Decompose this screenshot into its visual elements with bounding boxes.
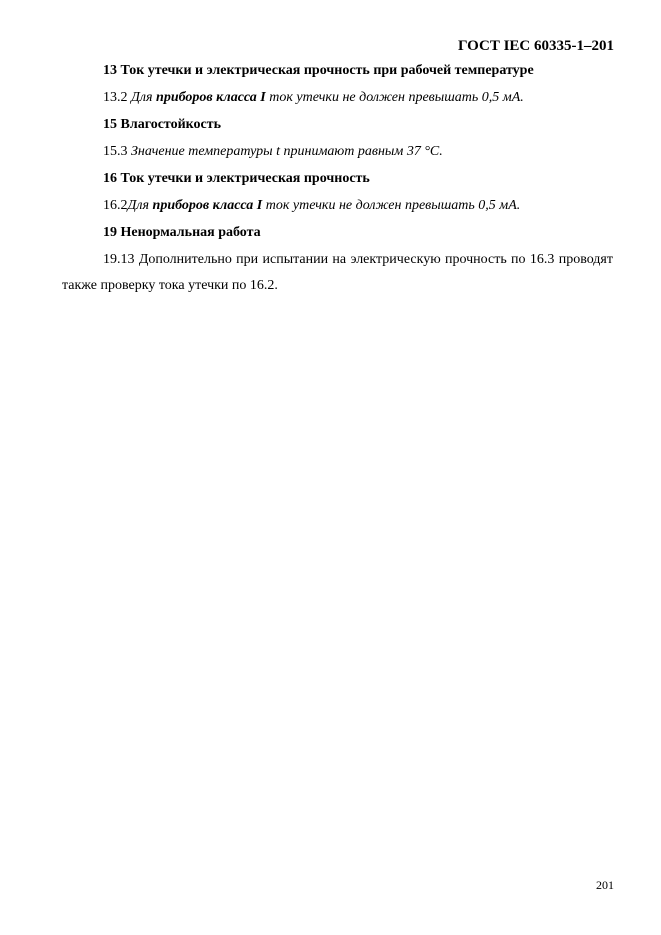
clause-text-post: ток утечки не должен превышать 0,5 мА. <box>262 198 521 213</box>
clause-text-pre: Для <box>127 198 153 213</box>
clause-15-3 <box>62 143 613 161</box>
clause-text-post: ток утечки не должен превышать 0,5 мА. <box>265 90 524 105</box>
section-heading-16: 16 Ток утечки и электрическая прочность <box>103 171 370 186</box>
clause-text: Значение температуры t принимают равным 37 °С. <box>127 144 443 159</box>
clause-number: 16.2 <box>103 198 128 213</box>
clause-number: 15.3 <box>103 144 128 159</box>
clause-number: 13.2 <box>103 90 128 105</box>
document-body <box>62 62 613 308</box>
clause-text-emphasis: приборов класса I <box>152 198 263 213</box>
document-code-header: ГОСТ IEC 60335-1–201 <box>457 38 614 54</box>
clause-13-2 <box>62 89 613 107</box>
clause-19-13: 19.13 Дополнительно при испытании на электрическую прочность по 16.3 проводят также проверку тока утечки по 16.2. <box>62 252 613 293</box>
clause-16-2 <box>62 197 613 215</box>
section-heading-13: 13 Ток утечки и электрическая прочность при рабочей температуре <box>103 63 534 78</box>
clause-text-pre: Для <box>127 90 157 105</box>
section-heading-19: 19 Ненормальная работа <box>103 225 261 240</box>
section-heading-15: 15 Влагостойкость <box>103 117 222 132</box>
page-number: 201 <box>596 878 614 892</box>
clause-text-emphasis: приборов класса I <box>156 90 266 105</box>
